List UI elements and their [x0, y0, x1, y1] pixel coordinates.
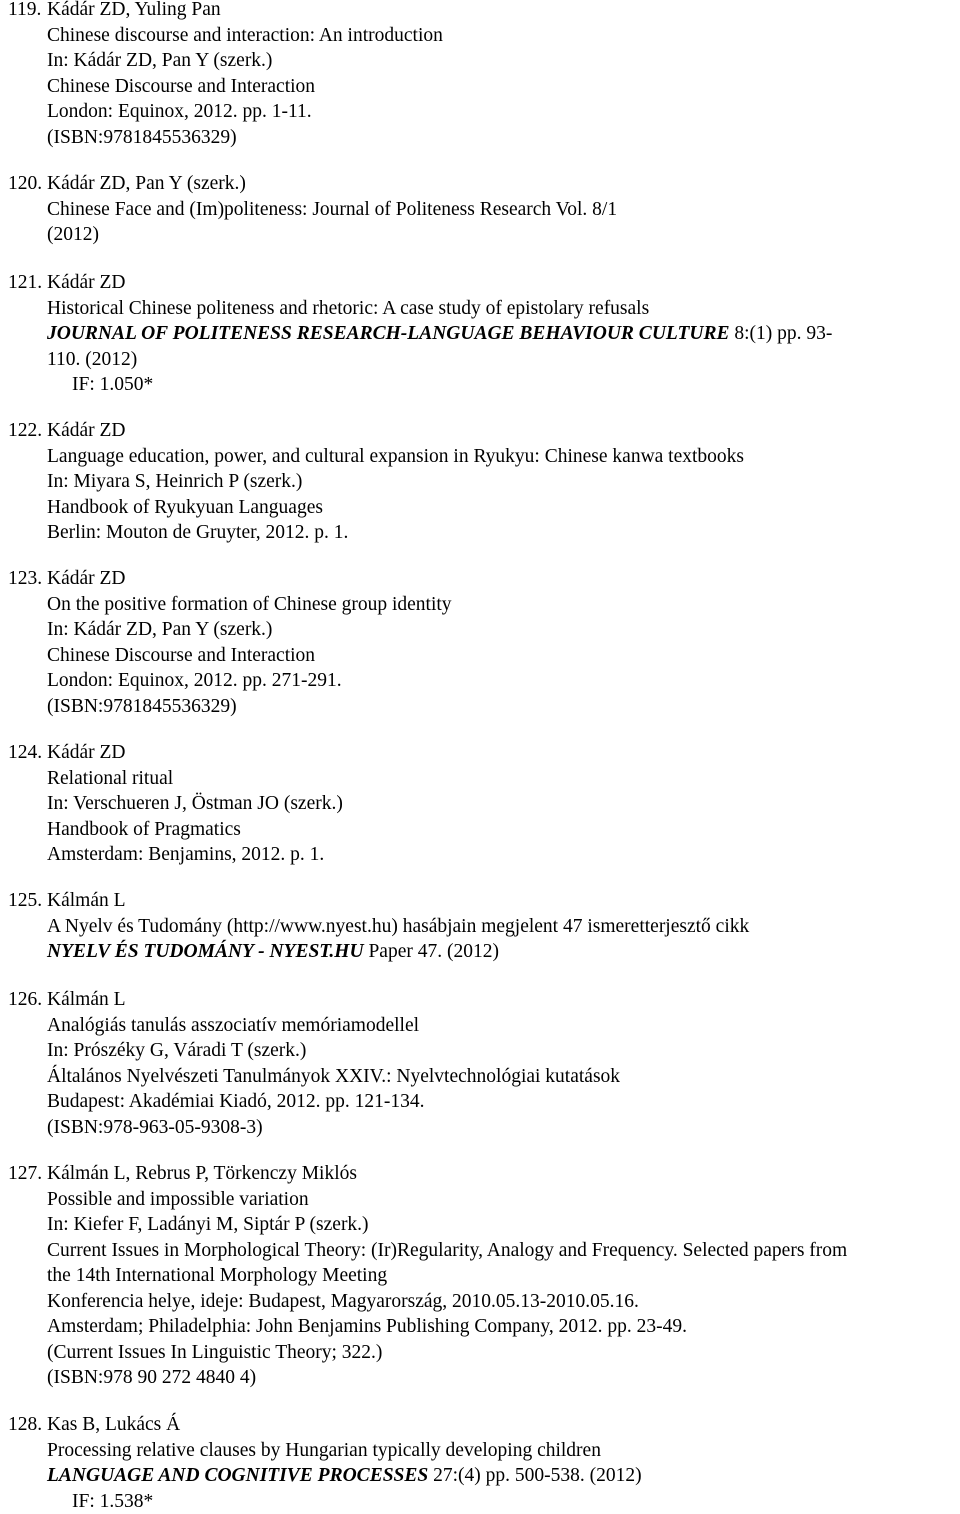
journal-name: LANGUAGE AND COGNITIVE PROCESSES [47, 1465, 428, 1486]
entry-line: In: Kádár ZD, Pan Y (szerk.) [0, 48, 960, 74]
entry-authors: Kálmán L [47, 890, 126, 911]
entry-number: 128. [8, 1412, 47, 1438]
entry-line: In: Prószéky G, Váradi T (szerk.) [0, 1038, 960, 1064]
entry-line: 110. (2012) [0, 347, 960, 373]
entry-line: Analógiás tanulás asszociatív memóriamodellel [0, 1013, 960, 1039]
entry-authors: Kálmán L [47, 989, 126, 1010]
entry-line: (ISBN:9781845536329) [0, 125, 960, 151]
entry-header [0, 1161, 960, 1187]
entry-line: Budapest: Akadémiai Kiadó, 2012. pp. 121-134. [0, 1089, 960, 1115]
entry-line: In: Kádár ZD, Pan Y (szerk.) [0, 617, 960, 643]
entry-line: In: Miyara S, Heinrich P (szerk.) [0, 469, 960, 495]
entry-header [0, 1412, 960, 1438]
entry-journal-line [0, 1463, 960, 1489]
entry-header [0, 270, 960, 296]
entry-journal-line [0, 939, 960, 965]
publication-entry-124 [0, 740, 960, 868]
entry-line: Általános Nyelvészeti Tanulmányok XXIV.: Nyelvtechnológiai kutatások [0, 1064, 960, 1090]
entry-line: Handbook of Pragmatics [0, 817, 960, 843]
journal-details: Paper 47. (2012) [364, 941, 499, 962]
entry-line: Chinese discourse and interaction: An introduction [0, 23, 960, 49]
publication-entry-125 [0, 888, 960, 965]
publication-entry-119 [0, 0, 960, 150]
entry-number: 126. [8, 987, 47, 1013]
entry-line: Chinese Discourse and Interaction [0, 74, 960, 100]
entry-authors: Kádár ZD [47, 568, 126, 589]
publication-entry-123 [0, 566, 960, 719]
entry-line: Current Issues in Morphological Theory: (Ir)Regularity, Analogy and Frequency. Selected papers from [0, 1238, 960, 1264]
entry-authors: Kádár ZD [47, 272, 126, 293]
entry-line: Amsterdam; Philadelphia: John Benjamins Publishing Company, 2012. pp. 23-49. [0, 1314, 960, 1340]
entry-number: 127. [8, 1161, 47, 1187]
entry-title: A Nyelv és Tudomány (http://www.nyest.hu) hasábjain megjelent 47 ismeretterjesztő cikk [0, 914, 960, 940]
publication-entry-122 [0, 418, 960, 546]
entry-header [0, 740, 960, 766]
entry-line: In: Verschueren J, Östman JO (szerk.) [0, 791, 960, 817]
journal-details: 27:(4) pp. 500-538. (2012) [428, 1465, 641, 1486]
entry-line: the 14th International Morphology Meeting [0, 1263, 960, 1289]
entry-line: Chinese Face and (Im)politeness: Journal of Politeness Research Vol. 8/1 [0, 197, 960, 223]
journal-name: JOURNAL OF POLITENESS RESEARCH-LANGUAGE BEHAVIOUR CULTURE [47, 323, 729, 344]
entry-line: Possible and impossible variation [0, 1187, 960, 1213]
journal-details: 8:(1) pp. 93- [729, 323, 832, 344]
publication-entry-121 [0, 270, 960, 398]
entry-title: Historical Chinese politeness and rhetoric: A case study of epistolary refusals [0, 296, 960, 322]
publication-entry-120 [0, 171, 960, 248]
entry-number: 120. [8, 171, 47, 197]
entry-journal-line [0, 321, 960, 347]
entry-line: Relational ritual [0, 766, 960, 792]
entry-line: In: Kiefer F, Ladányi M, Siptár P (szerk.) [0, 1212, 960, 1238]
entry-line: (Current Issues In Linguistic Theory; 322.) [0, 1340, 960, 1366]
entry-header [0, 987, 960, 1013]
entry-line: London: Equinox, 2012. pp. 1-11. [0, 99, 960, 125]
entry-authors: Kas B, Lukács Á [47, 1414, 180, 1435]
entry-line: London: Equinox, 2012. pp. 271-291. [0, 668, 960, 694]
entry-header [0, 418, 960, 444]
entry-number: 122. [8, 418, 47, 444]
impact-factor: IF: 1.050* [0, 372, 960, 398]
entry-line: (ISBN:978-963-05-9308-3) [0, 1115, 960, 1141]
entry-number: 125. [8, 888, 47, 914]
entry-header [0, 888, 960, 914]
entry-number: 119. [8, 0, 47, 23]
entry-authors: Kálmán L, Rebrus P, Törkenczy Miklós [47, 1163, 357, 1184]
entry-line: Berlin: Mouton de Gruyter, 2012. p. 1. [0, 520, 960, 546]
entry-line: Language education, power, and cultural expansion in Ryukyu: Chinese kanwa textbooks [0, 444, 960, 470]
publication-entry-127 [0, 1161, 960, 1391]
entry-line: (ISBN:9781845536329) [0, 694, 960, 720]
entry-header [0, 171, 960, 197]
entry-number: 123. [8, 566, 47, 592]
entry-line: Konferencia helye, ideje: Budapest, Magyarország, 2010.05.13-2010.05.16. [0, 1289, 960, 1315]
publication-entry-126 [0, 987, 960, 1140]
journal-name: NYELV ÉS TUDOMÁNY - NYEST.HU [47, 941, 364, 962]
entry-title: Processing relative clauses by Hungarian typically developing children [0, 1438, 960, 1464]
entry-authors: Kádár ZD [47, 742, 126, 763]
entry-line: Handbook of Ryukyuan Languages [0, 495, 960, 521]
entry-header [0, 566, 960, 592]
entry-authors: Kádár ZD, Pan Y (szerk.) [47, 173, 246, 194]
entry-line: Chinese Discourse and Interaction [0, 643, 960, 669]
publication-entry-128 [0, 1412, 960, 1514]
entry-line: On the positive formation of Chinese group identity [0, 592, 960, 618]
entry-authors: Kádár ZD [47, 420, 126, 441]
entry-number: 124. [8, 740, 47, 766]
entry-line: Amsterdam: Benjamins, 2012. p. 1. [0, 842, 960, 868]
entry-line: (ISBN:978 90 272 4840 4) [0, 1365, 960, 1391]
entry-authors: Kádár ZD, Yuling Pan [47, 0, 221, 20]
entry-header [0, 0, 960, 23]
entry-number: 121. [8, 270, 47, 296]
entry-line: (2012) [0, 222, 960, 248]
impact-factor: IF: 1.538* [0, 1489, 960, 1514]
